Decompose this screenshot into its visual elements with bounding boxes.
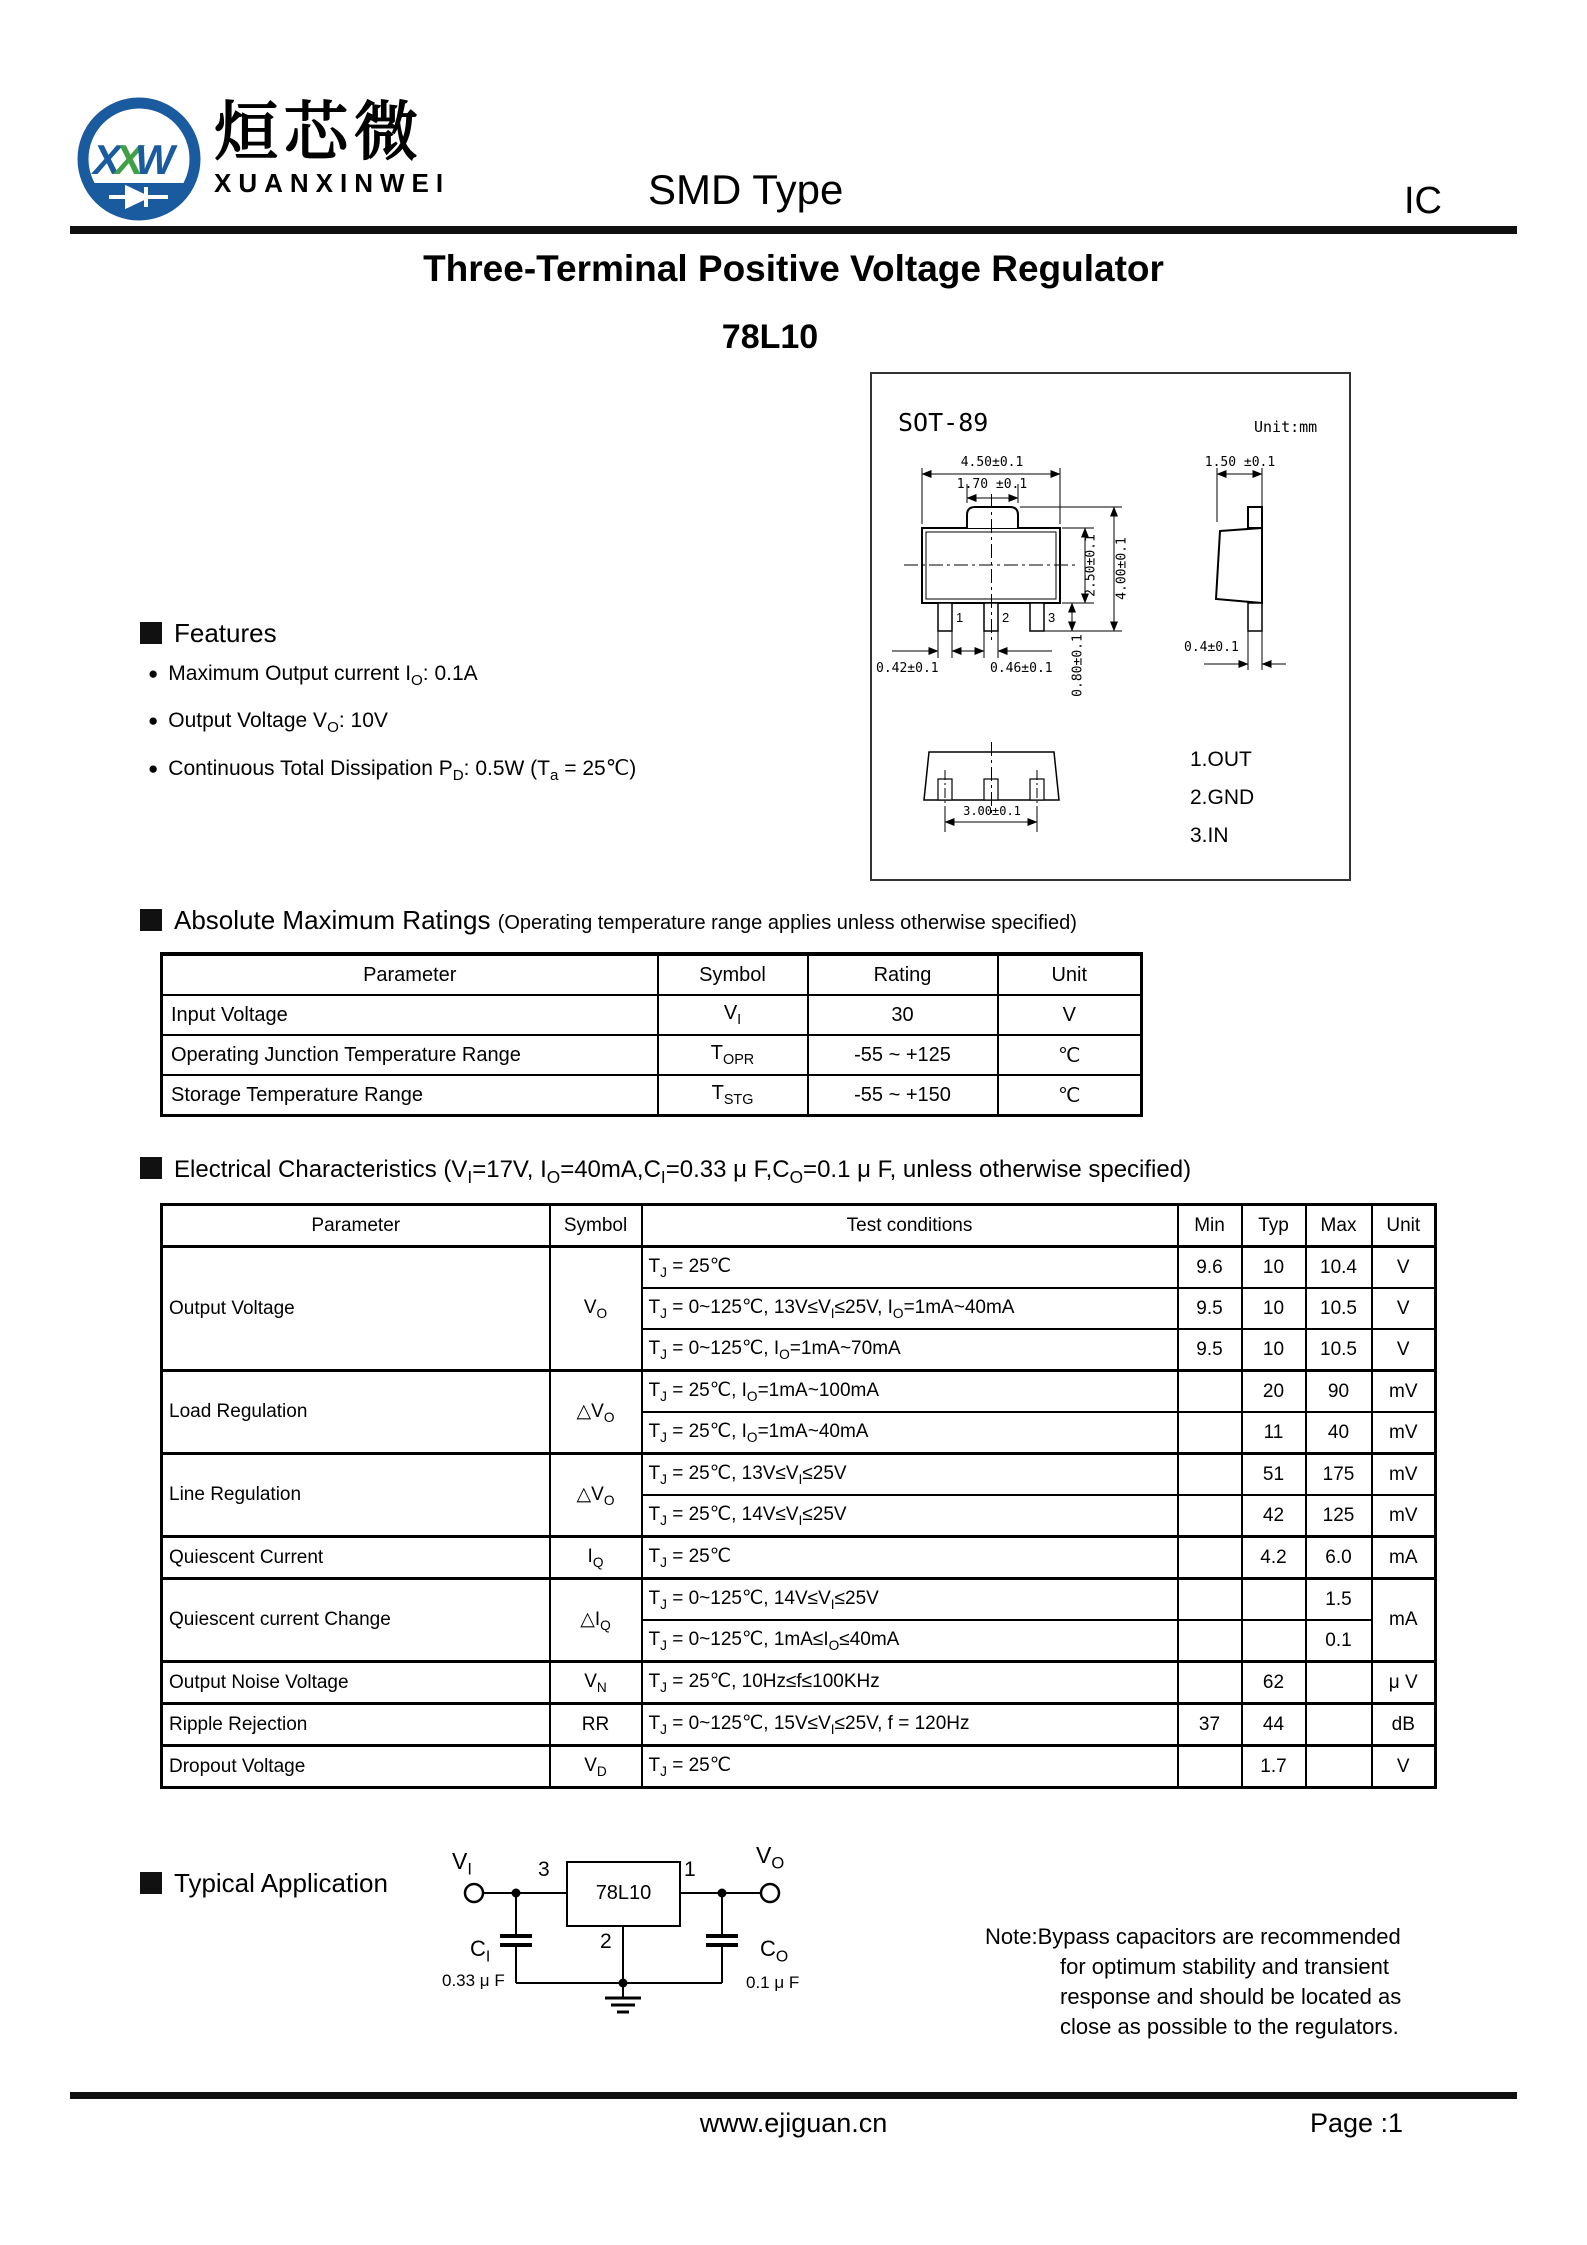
pin-number-3: 3: [1048, 610, 1056, 625]
cell: mA: [1372, 1579, 1436, 1662]
cell: 0.1: [1306, 1620, 1372, 1662]
col-max: Max: [1306, 1205, 1372, 1247]
elec-table-body: [162, 1247, 1436, 1788]
ci-value: 0.33 μ F: [442, 1971, 505, 1990]
note-line: for optimum stability and transient: [1060, 1954, 1389, 1979]
cell: V: [1372, 1329, 1436, 1371]
pin-number-1: 1: [956, 610, 964, 625]
cell: 10: [1242, 1329, 1306, 1371]
feature-item: ● Continuous Total Dissipation $P_D$: 0.5W ($T_a$ = 25℃): [148, 757, 637, 785]
cell: mV: [1372, 1454, 1436, 1496]
dim-top-width: 4.50±0.1: [960, 455, 1024, 470]
company-logo-icon: [75, 95, 203, 223]
col-unit: Unit: [998, 954, 1142, 995]
col-parameter: Parameter: [162, 1205, 550, 1247]
cell: $T_J$ = 0~125℃, $14V\le V_I\le 25V$: [642, 1579, 1178, 1621]
circuit-schematic-drawing: [440, 1840, 1000, 2040]
features-heading: [140, 618, 277, 649]
pin-number-2: 2: [1002, 610, 1010, 625]
footer-divider: [70, 2092, 1517, 2099]
cell: dB: [1372, 1704, 1436, 1746]
cell: Load Regulation: [162, 1371, 550, 1454]
cell: 20: [1242, 1371, 1306, 1413]
cell: 62: [1242, 1662, 1306, 1704]
note-line: close as possible to the regulators.: [1060, 2014, 1399, 2039]
table-row: [162, 1035, 1142, 1075]
features-list: [148, 662, 848, 805]
cell: Output Voltage: [162, 1247, 550, 1371]
table-row: [162, 1746, 1436, 1788]
cell: 10: [1242, 1288, 1306, 1329]
col-parameter: Parameter: [162, 954, 658, 995]
header-divider: [70, 226, 1517, 234]
elec-heading-text: Electrical Characteristics ($V_I=17V$, $I_O=40mA,C_I=0.33$ μ $F,C_O=0.1$ μ F, unless otherwise specified): [174, 1156, 1192, 1187]
co-label: $C_O$: [760, 1936, 789, 1966]
part-number: 78L10: [721, 318, 819, 356]
cell: [1178, 1371, 1242, 1413]
cell: 40: [1306, 1412, 1372, 1454]
vi-label: $V_I$: [452, 1848, 472, 1879]
col-min: Min: [1178, 1205, 1242, 1247]
cell: 6.0: [1306, 1537, 1372, 1579]
svg-text:X: X: [93, 136, 122, 183]
table-header-row: [162, 954, 1142, 995]
cell: $V_I$: [658, 995, 808, 1035]
cell: $T_J$ = 25℃: [642, 1537, 1178, 1579]
cell: 11: [1242, 1412, 1306, 1454]
cell: $V_O$: [550, 1247, 642, 1371]
cell: $I_Q$: [550, 1537, 642, 1579]
table-row: [162, 995, 1142, 1035]
cell: $T_J$ = 25℃, 10Hz≤f≤100KHz: [642, 1662, 1178, 1704]
chip-label: 78L10: [595, 1882, 652, 1904]
cell: 125: [1306, 1495, 1372, 1537]
table-header-row: [162, 1205, 1436, 1247]
table-row: [162, 1537, 1436, 1579]
page-title: Three-Terminal Positive Voltage Regulator: [423, 248, 1164, 289]
dim-side-width: 1.50 ±0.1: [1204, 455, 1276, 470]
cell: mA: [1372, 1537, 1436, 1579]
cell: Input Voltage: [162, 995, 658, 1035]
cell: V: [998, 995, 1142, 1035]
cell: ℃: [998, 1035, 1142, 1075]
elec-table: [160, 1203, 1437, 1789]
co-value: 0.1 μ F: [746, 1973, 800, 1992]
cell: V: [1372, 1247, 1436, 1289]
cell: $T_J$ = 25℃: [642, 1746, 1178, 1788]
table-row: [162, 1704, 1436, 1746]
cell: $\triangle V_O$: [550, 1454, 642, 1537]
features-heading-text: Features: [174, 618, 277, 648]
company-name-english: XUANXINWEI: [214, 168, 451, 198]
cell: $\triangle I_Q$: [550, 1579, 642, 1662]
cell: 37: [1178, 1704, 1242, 1746]
pin-label-out: 1.OUT: [1190, 748, 1252, 771]
cell: V: [1372, 1288, 1436, 1329]
cell: Dropout Voltage: [162, 1746, 550, 1788]
note-line: response and should be located as: [1060, 1984, 1402, 2009]
cell: 9.5: [1178, 1288, 1242, 1329]
table-row: [162, 1579, 1436, 1621]
section-marker-icon: [140, 622, 162, 644]
abs-max-heading: [140, 905, 1077, 936]
pin3-label: 3: [538, 1858, 550, 1881]
cell: [1242, 1579, 1306, 1621]
ci-label: $C_I$: [470, 1936, 491, 1966]
cell: 1.7: [1242, 1746, 1306, 1788]
cell: $T_J$ = 0~125℃, $I_O=1mA\sim 70mA$: [642, 1329, 1178, 1371]
section-marker-icon: [140, 1157, 162, 1179]
cell: ℃: [998, 1075, 1142, 1116]
feature-item: ● Output Voltage $V_O$: 10V: [148, 709, 388, 737]
dim-side-pin: 0.4±0.1: [1184, 640, 1239, 655]
cell: $T_J$ = 0~125℃, $15V\le V_I\le 25V$, f = 120Hz: [642, 1704, 1178, 1746]
col-test-conditions: Test conditions: [642, 1205, 1178, 1247]
cell: [1178, 1454, 1242, 1496]
cell: $T_J$ = 25℃, $13V\le V_I\le 25V$: [642, 1454, 1178, 1496]
pin-label-in: 3.IN: [1190, 824, 1229, 847]
col-rating: Rating: [808, 954, 998, 995]
cell: 30: [808, 995, 998, 1035]
cell: -55 ~ +125: [808, 1035, 998, 1075]
cell: $T_J$ = 25℃, $I_O=1mA\sim 100mA$: [642, 1371, 1178, 1413]
abs-max-table: [160, 952, 1143, 1117]
cell: Quiescent Current: [162, 1537, 550, 1579]
col-unit: Unit: [1372, 1205, 1436, 1247]
col-symbol: Symbol: [658, 954, 808, 995]
table-row: [162, 1454, 1436, 1496]
package-drawing: [870, 372, 1351, 881]
cell: 10: [1242, 1247, 1306, 1289]
vo-label: $V_O$: [756, 1842, 785, 1873]
cell: Storage Temperature Range: [162, 1075, 658, 1116]
section-marker-icon: [140, 909, 162, 931]
cell: 10.4: [1306, 1247, 1372, 1289]
cell: 10.5: [1306, 1329, 1372, 1371]
cell: $T_{OPR}$: [658, 1035, 808, 1075]
cell: [1178, 1620, 1242, 1662]
abs-max-subheading: (Operating temperature range applies unless otherwise specified): [497, 912, 1077, 934]
unit-label: Unit:mm: [1254, 418, 1318, 436]
dim-tab-width: 1.70 ±0.1: [956, 477, 1028, 492]
cell: 9.6: [1178, 1247, 1242, 1289]
cell: [1306, 1704, 1372, 1746]
abs-max-table-body: [162, 995, 1142, 1116]
note-line: Note:Bypass capacitors are recommended: [985, 1924, 1401, 1949]
cell: mV: [1372, 1371, 1436, 1413]
cell: [1178, 1412, 1242, 1454]
cell: 90: [1306, 1371, 1372, 1413]
pin-label-gnd: 2.GND: [1190, 786, 1255, 809]
cell: 10.5: [1306, 1288, 1372, 1329]
dim-total-height: 4.00±0.1: [1114, 537, 1130, 600]
company-name: [214, 96, 451, 199]
pin1-label: 1: [684, 1858, 696, 1881]
cell: V: [1372, 1746, 1436, 1788]
cell: [1242, 1620, 1306, 1662]
cell: -55 ~ +150: [808, 1075, 998, 1116]
dim-bottom-span: 3.00±0.1: [963, 804, 1021, 818]
cell: 44: [1242, 1704, 1306, 1746]
cell: Ripple Rejection: [162, 1704, 550, 1746]
pin2-label: 2: [600, 1930, 612, 1953]
cell: 42: [1242, 1495, 1306, 1537]
cell: 4.2: [1242, 1537, 1306, 1579]
cell: μ V: [1372, 1662, 1436, 1704]
cell: [1306, 1662, 1372, 1704]
cell: $V_N$: [550, 1662, 642, 1704]
cell: $T_J$ = 25℃, $14V\le V_I\le 25V$: [642, 1495, 1178, 1537]
cell: $T_{STG}$: [658, 1075, 808, 1116]
cell: [1178, 1579, 1242, 1621]
cell: 1.5: [1306, 1579, 1372, 1621]
footer-page-number: Page :1: [1310, 2108, 1404, 2138]
application-heading: [140, 1868, 388, 1899]
col-symbol: Symbol: [550, 1205, 642, 1247]
cell: $\triangle V_O$: [550, 1371, 642, 1454]
section-marker-icon: [140, 1872, 162, 1894]
bullet-icon: ●: [148, 711, 159, 731]
feature-item: ● Maximum Output current $I_O$: 0.1A: [148, 662, 478, 690]
elec-heading: [140, 1156, 1191, 1188]
footer-website: www.ejiguan.cn: [699, 2108, 888, 2138]
cell: Operating Junction Temperature Range: [162, 1035, 658, 1075]
table-row: [162, 1662, 1436, 1704]
cell: 9.5: [1178, 1329, 1242, 1371]
cell: $T_J$ = 25℃, $I_O=1mA\sim 40mA$: [642, 1412, 1178, 1454]
svg-text:W: W: [135, 136, 175, 183]
cell: mV: [1372, 1495, 1436, 1537]
dim-pin-length: 0.80±0.1: [1070, 634, 1086, 697]
table-row: [162, 1247, 1436, 1289]
cell: $T_J$ = 0~125℃, $1mA\le I_O\le 40mA$: [642, 1620, 1178, 1662]
cell: $V_D$: [550, 1746, 642, 1788]
dim-pin-width: 0.46±0.1: [990, 661, 1053, 676]
company-name-chinese: 烜芯微: [214, 96, 424, 168]
bullet-icon: ●: [148, 664, 159, 683]
cell: [1306, 1746, 1372, 1788]
application-heading-text: Typical Application: [174, 1868, 388, 1898]
cell: Line Regulation: [162, 1454, 550, 1537]
cell: 175: [1306, 1454, 1372, 1496]
cell: [1178, 1662, 1242, 1704]
cell: Output Noise Voltage: [162, 1662, 550, 1704]
abs-max-heading-text: Absolute Maximum Ratings: [174, 905, 491, 935]
ic-label: IC: [1404, 180, 1442, 222]
application-note: [985, 1922, 1485, 2042]
cell: $T_J$ = 25℃: [642, 1247, 1178, 1289]
doc-type-label: SMD Type: [648, 166, 844, 213]
table-row: [162, 1371, 1436, 1413]
cell: 51: [1242, 1454, 1306, 1496]
application-circuit: [440, 1840, 1000, 2040]
cell: [1178, 1495, 1242, 1537]
table-row: [162, 1075, 1142, 1116]
cell: $T_J$ = 0~125℃, $13V\le V_I\le 25V$, $I_O=1mA\sim 40mA$: [642, 1288, 1178, 1329]
bullet-icon: ●: [148, 759, 159, 779]
cell: [1178, 1537, 1242, 1579]
cell: mV: [1372, 1412, 1436, 1454]
cell: [1178, 1746, 1242, 1788]
svg-text:X: X: [115, 136, 144, 183]
cell: RR: [550, 1704, 642, 1746]
col-typ: Typ: [1242, 1205, 1306, 1247]
dim-body-height: 2.50±0.1: [1083, 534, 1099, 597]
cell: Quiescent current Change: [162, 1579, 550, 1662]
package-name: SOT-89: [898, 408, 989, 437]
dim-pin-edge: 0.42±0.1: [876, 661, 939, 676]
